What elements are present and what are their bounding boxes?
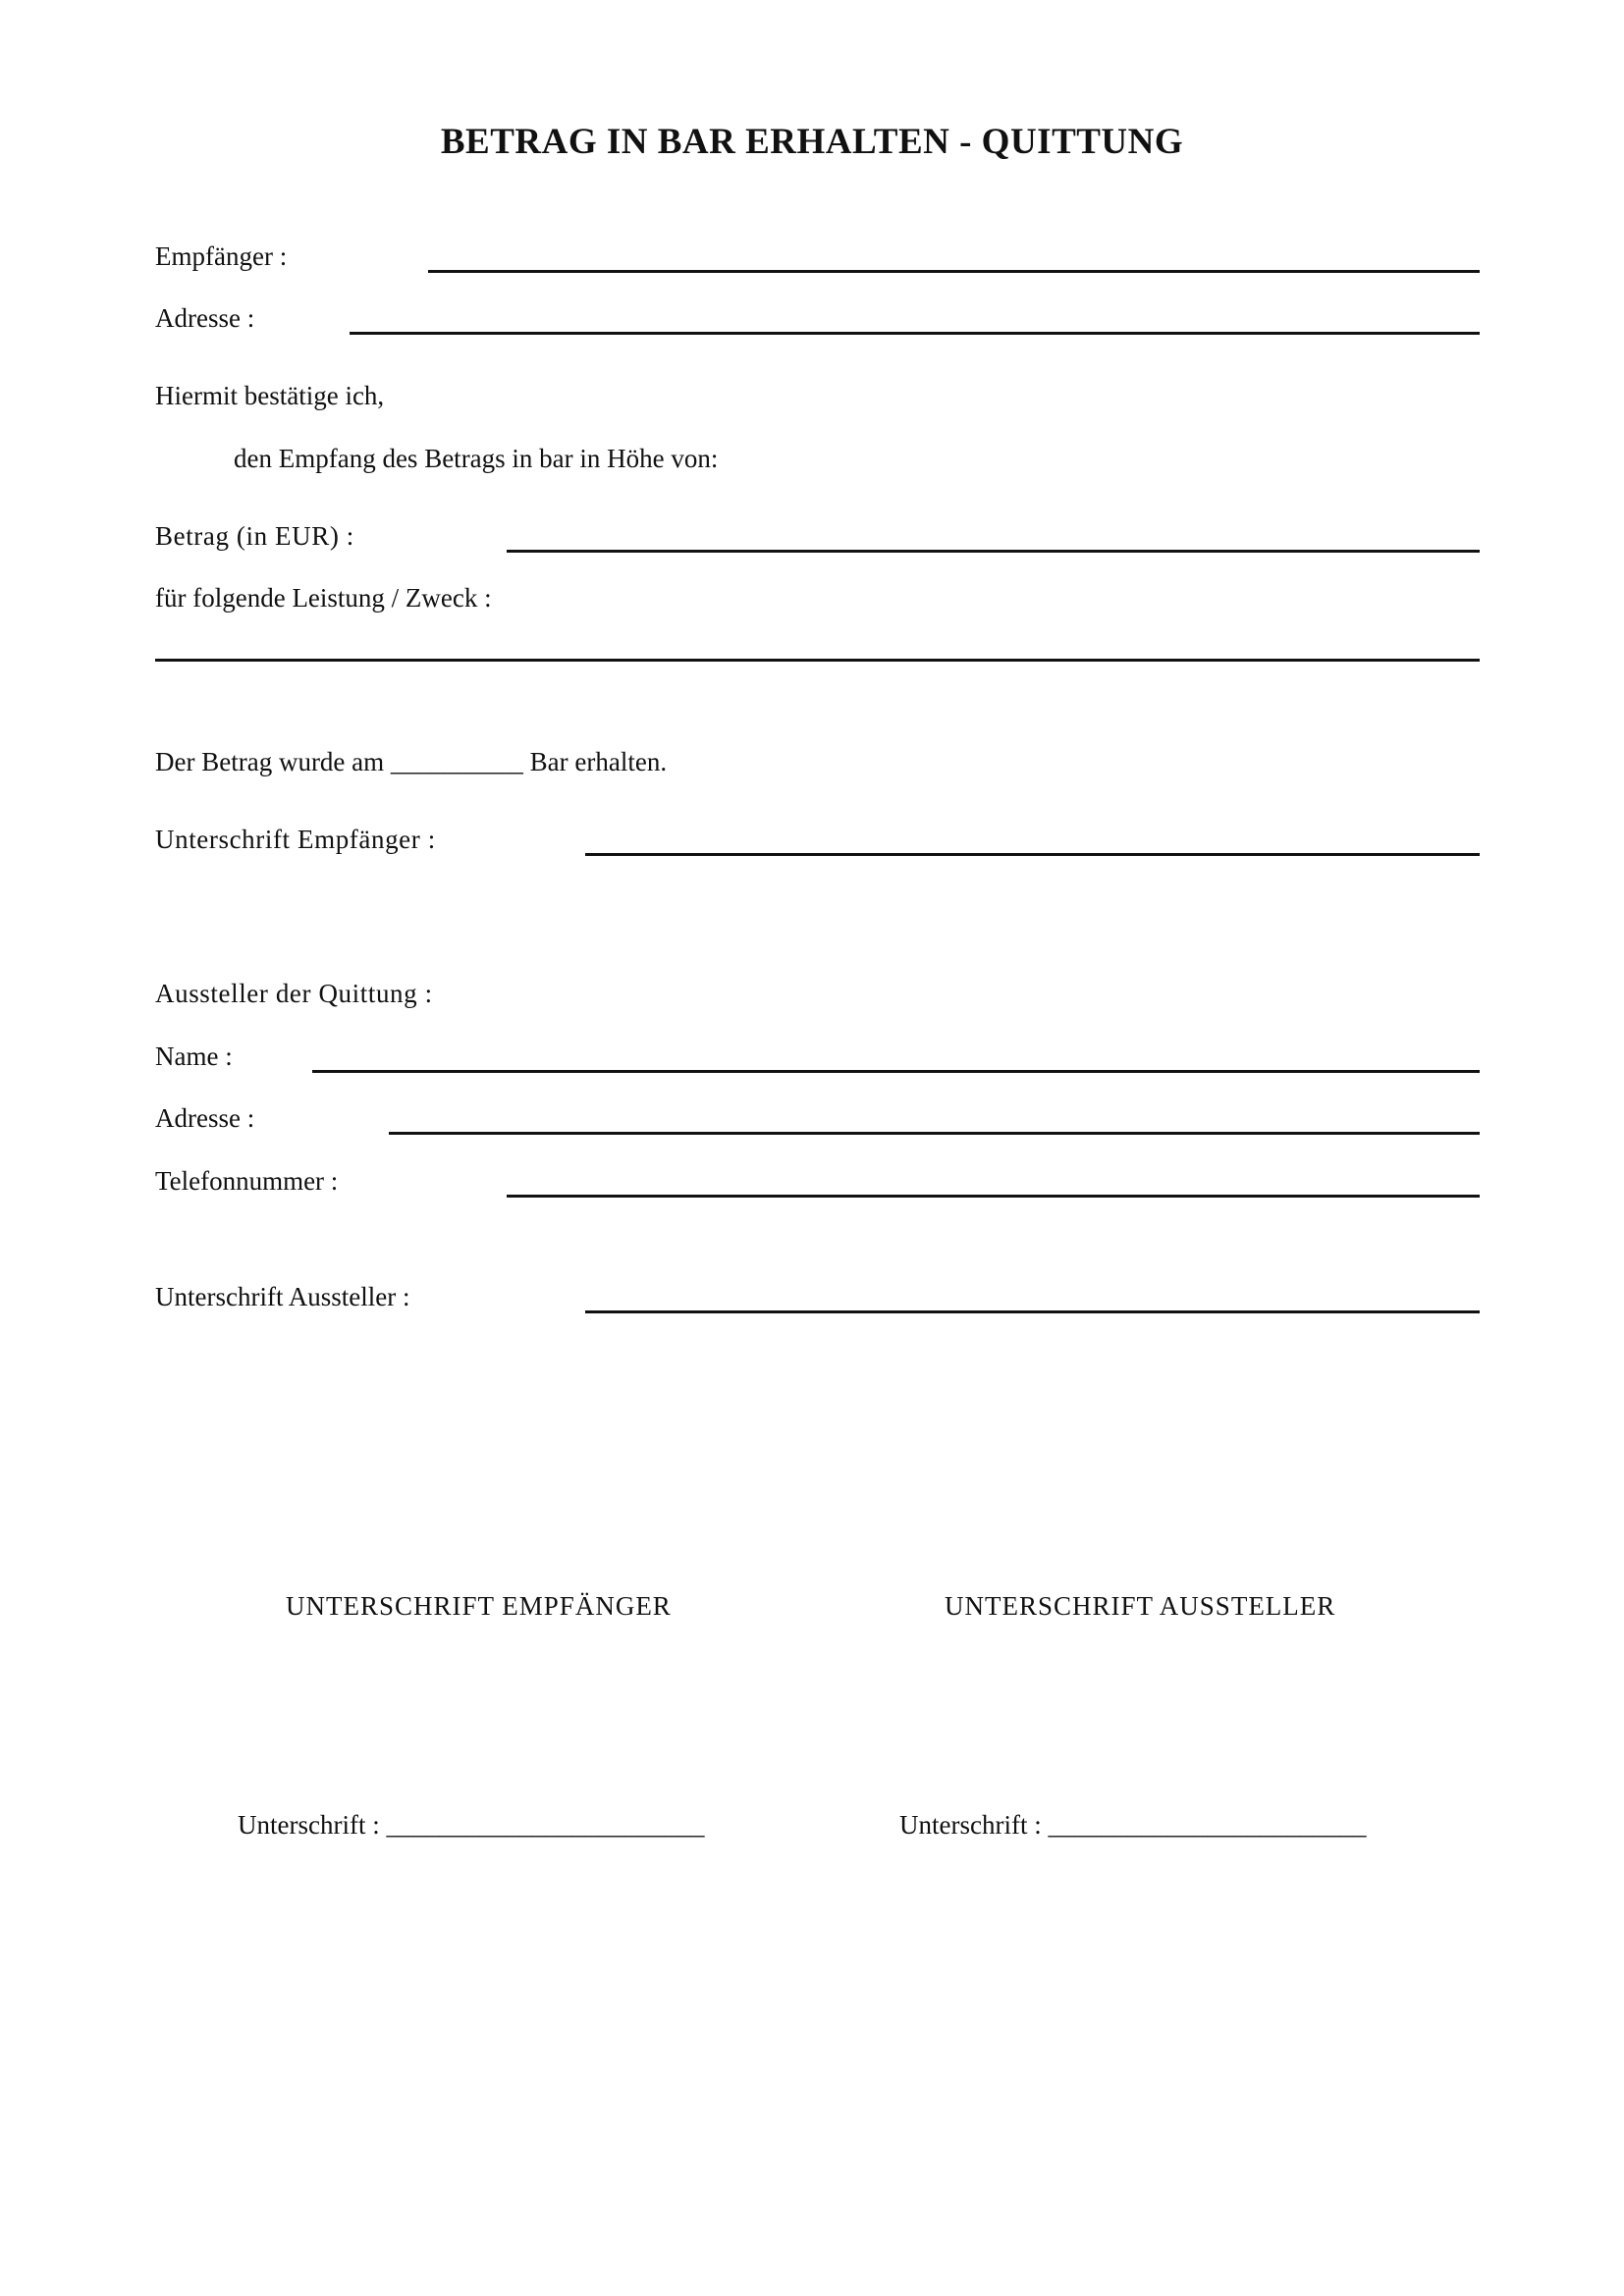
issuer-address-field[interactable] xyxy=(389,1132,1480,1135)
issuer-heading: Aussteller der Quittung : xyxy=(155,979,433,1008)
issuer-signature-line[interactable]: Unterschrift : ________________________ xyxy=(899,1810,1367,1840)
recipient-field[interactable] xyxy=(428,270,1480,273)
confirmation-line-1: Hiermit bestätige ich, xyxy=(155,381,385,410)
recipient-signature-label: Unterschrift Empfänger : xyxy=(155,825,436,854)
issuer-signature-field[interactable] xyxy=(585,1310,1480,1313)
recipient-signature-field[interactable] xyxy=(585,853,1480,856)
recipient-label: Empfänger : xyxy=(155,241,288,271)
confirmation-line-2: den Empfang des Betrags in bar in Höhe von: xyxy=(234,444,719,473)
amount-field[interactable] xyxy=(507,550,1480,553)
recipient-address-field[interactable] xyxy=(350,332,1480,335)
received-date-text xyxy=(155,746,667,777)
received-date-prefix: Der Betrag wurde am xyxy=(155,747,385,776)
amount-label: Betrag (in EUR) : xyxy=(155,521,354,551)
issuer-signature-label: Unterschrift Aussteller : xyxy=(155,1282,410,1311)
issuer-signature-heading: UNTERSCHRIFT AUSSTELLER xyxy=(945,1591,1336,1621)
received-date-field[interactable]: __________ xyxy=(390,747,523,776)
issuer-address-label: Adresse : xyxy=(155,1103,255,1133)
issuer-name-field[interactable] xyxy=(312,1070,1480,1073)
recipient-address-label: Adresse : xyxy=(155,303,255,333)
recipient-signature-heading: UNTERSCHRIFT EMPFÄNGER xyxy=(286,1591,672,1621)
issuer-name-label: Name : xyxy=(155,1041,233,1071)
purpose-label: für folgende Leistung / Zweck : xyxy=(155,583,492,613)
issuer-phone-label: Telefonnummer : xyxy=(155,1166,339,1196)
issuer-phone-field[interactable] xyxy=(507,1195,1480,1198)
page-title: BETRAG IN BAR ERHALTEN - QUITTUNG xyxy=(440,122,1184,162)
recipient-signature-line[interactable]: Unterschrift : ________________________ xyxy=(238,1810,705,1840)
received-date-suffix: Bar erhalten. xyxy=(529,747,668,776)
purpose-field[interactable] xyxy=(155,659,1480,662)
